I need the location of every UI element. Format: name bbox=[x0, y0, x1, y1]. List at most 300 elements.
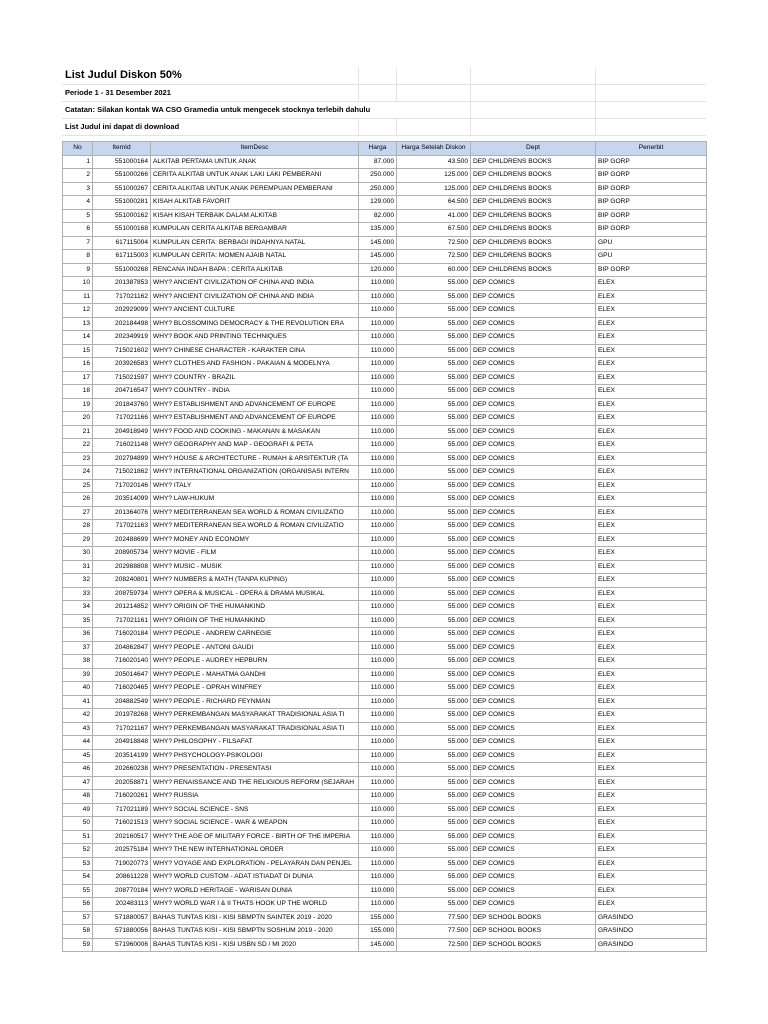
cell-harga-diskon: 55.000 bbox=[397, 439, 471, 453]
cell-penerbit: ELEX bbox=[596, 560, 707, 574]
cell-no: 59 bbox=[63, 938, 93, 952]
cell-harga: 110.000 bbox=[359, 749, 397, 763]
cell-penerbit: BIP GORP bbox=[596, 223, 707, 237]
cell-dept: DEP COMICS bbox=[471, 560, 596, 574]
cell-harga: 250.000 bbox=[359, 169, 397, 183]
cell-harga-diskon: 55.000 bbox=[397, 466, 471, 480]
cell-harga: 110.000 bbox=[359, 830, 397, 844]
cell-no: 49 bbox=[63, 803, 93, 817]
cell-penerbit: ELEX bbox=[596, 358, 707, 372]
table-row bbox=[63, 533, 707, 547]
cell-dept: DEP COMICS bbox=[471, 344, 596, 358]
cell-itemdesc: KISAH KISAH TERBAIK DALAM ALKITAB bbox=[151, 209, 359, 223]
cell-penerbit: ELEX bbox=[596, 331, 707, 345]
cell-harga: 110.000 bbox=[359, 547, 397, 561]
cell-no: 23 bbox=[63, 452, 93, 466]
cell-harga-diskon: 55.000 bbox=[397, 749, 471, 763]
cell-harga-diskon: 55.000 bbox=[397, 520, 471, 534]
table-row bbox=[63, 493, 707, 507]
table-row bbox=[63, 344, 707, 358]
cell-penerbit: GRASINDO bbox=[596, 938, 707, 952]
cell-no: 58 bbox=[63, 925, 93, 939]
cell-itemdesc: BAHAS TUNTAS KISI - KISI SBMPTN SAINTEK 2019 - 2020 bbox=[151, 911, 359, 925]
cell-penerbit: ELEX bbox=[596, 439, 707, 453]
cell-no: 12 bbox=[63, 304, 93, 318]
cell-penerbit: ELEX bbox=[596, 790, 707, 804]
cell-penerbit: ELEX bbox=[596, 628, 707, 642]
table-row bbox=[63, 736, 707, 750]
cell-dept: DEP COMICS bbox=[471, 520, 596, 534]
cell-no: 10 bbox=[63, 277, 93, 291]
cell-itemdesc: WHY? FOOD AND COOKING - MAKANAN & MASAKAN bbox=[151, 425, 359, 439]
cell-itemid: 716021513 bbox=[93, 817, 151, 831]
cell-dept: DEP COMICS bbox=[471, 398, 596, 412]
table-row bbox=[63, 425, 707, 439]
cell-dept: DEP COMICS bbox=[471, 641, 596, 655]
cell-itemid: 202988808 bbox=[93, 560, 151, 574]
cell-itemid: 208770184 bbox=[93, 884, 151, 898]
cell-itemdesc: WHY? PEOPLE - OPRAH WINFREY bbox=[151, 682, 359, 696]
table-row bbox=[63, 196, 707, 210]
cell-dept: DEP COMICS bbox=[471, 412, 596, 426]
cell-dept: DEP COMICS bbox=[471, 884, 596, 898]
cell-dept: DEP COMICS bbox=[471, 722, 596, 736]
table-row bbox=[63, 817, 707, 831]
cell-itemdesc: WHY? COUNTRY - INDIA bbox=[151, 385, 359, 399]
cell-harga: 110.000 bbox=[359, 358, 397, 372]
cell-no: 27 bbox=[63, 506, 93, 520]
cell-harga-diskon: 55.000 bbox=[397, 803, 471, 817]
cell-harga-diskon: 55.000 bbox=[397, 695, 471, 709]
cell-dept: DEP COMICS bbox=[471, 790, 596, 804]
cell-dept: DEP COMICS bbox=[471, 574, 596, 588]
table-row bbox=[63, 898, 707, 912]
cell-dept: DEP COMICS bbox=[471, 452, 596, 466]
cell-harga-diskon: 55.000 bbox=[397, 304, 471, 318]
cell-harga-diskon: 55.000 bbox=[397, 857, 471, 871]
col-header-penerbit: Penerbit bbox=[596, 142, 707, 156]
cell-itemdesc: WHY? INTERNATIONAL ORGANIZATION (ORGANISASI INTERN bbox=[151, 466, 359, 480]
cell-itemdesc: KUMPULAN CERITA: BERBAGI INDAHNYA NATAL bbox=[151, 236, 359, 250]
cell-harga-diskon: 55.000 bbox=[397, 371, 471, 385]
cell-harga: 110.000 bbox=[359, 844, 397, 858]
table-row bbox=[63, 412, 707, 426]
cell-harga: 110.000 bbox=[359, 803, 397, 817]
cell-harga: 110.000 bbox=[359, 574, 397, 588]
cell-harga: 110.000 bbox=[359, 506, 397, 520]
cell-penerbit: ELEX bbox=[596, 277, 707, 291]
cell-harga: 120.000 bbox=[359, 263, 397, 277]
cell-itemid: 717021167 bbox=[93, 722, 151, 736]
cell-itemid: 202794899 bbox=[93, 452, 151, 466]
cell-harga: 129.000 bbox=[359, 196, 397, 210]
cell-no: 24 bbox=[63, 466, 93, 480]
cell-no: 45 bbox=[63, 749, 93, 763]
cell-itemdesc: WHY? PHSYCHOLOGY-PSIKOLOGI bbox=[151, 749, 359, 763]
cell-itemid: 716021148 bbox=[93, 439, 151, 453]
cell-dept: DEP COMICS bbox=[471, 736, 596, 750]
cell-penerbit: ELEX bbox=[596, 898, 707, 912]
table-row bbox=[63, 668, 707, 682]
cell-harga: 110.000 bbox=[359, 682, 397, 696]
cell-itemid: 202160517 bbox=[93, 830, 151, 844]
cell-itemid: 715021602 bbox=[93, 344, 151, 358]
cell-penerbit: GPU bbox=[596, 236, 707, 250]
cell-itemdesc: WHY? HOUSE & ARCHITECTURE - RUMAH & ARSITEKTUR (TA bbox=[151, 452, 359, 466]
table-row bbox=[63, 749, 707, 763]
cell-no: 21 bbox=[63, 425, 93, 439]
cell-penerbit: ELEX bbox=[596, 425, 707, 439]
cell-harga-diskon: 60.000 bbox=[397, 263, 471, 277]
cell-harga-diskon: 55.000 bbox=[397, 479, 471, 493]
table-row bbox=[63, 911, 707, 925]
cell-dept: DEP COMICS bbox=[471, 371, 596, 385]
cell-dept: DEP COMICS bbox=[471, 871, 596, 885]
cell-penerbit: GPU bbox=[596, 250, 707, 264]
cell-harga-diskon: 55.000 bbox=[397, 682, 471, 696]
cell-no: 33 bbox=[63, 587, 93, 601]
cell-harga: 110.000 bbox=[359, 439, 397, 453]
cell-itemdesc: BAHAS TUNTAS KISI - KISI USBN SD / MI 2020 bbox=[151, 938, 359, 952]
cell-no: 31 bbox=[63, 560, 93, 574]
cell-itemid: 202058871 bbox=[93, 776, 151, 790]
cell-itemdesc: WHY? NUMBERS & MATH (TANPA KUPING) bbox=[151, 574, 359, 588]
cell-itemid: 716020261 bbox=[93, 790, 151, 804]
cell-dept: DEP COMICS bbox=[471, 898, 596, 912]
cell-dept: DEP COMICS bbox=[471, 628, 596, 642]
cell-harga-diskon: 55.000 bbox=[397, 385, 471, 399]
cell-itemid: 716020465 bbox=[93, 682, 151, 696]
cell-no: 39 bbox=[63, 668, 93, 682]
cell-itemid: 204918949 bbox=[93, 425, 151, 439]
cell-dept: DEP COMICS bbox=[471, 830, 596, 844]
cell-harga-diskon: 55.000 bbox=[397, 574, 471, 588]
cell-itemid: 551000168 bbox=[93, 223, 151, 237]
cell-itemid: 202575184 bbox=[93, 844, 151, 858]
cell-dept: DEP CHILDRENS BOOKS bbox=[471, 236, 596, 250]
cell-harga-diskon: 55.000 bbox=[397, 358, 471, 372]
cell-no: 41 bbox=[63, 695, 93, 709]
cell-dept: DEP COMICS bbox=[471, 601, 596, 615]
cell-no: 18 bbox=[63, 385, 93, 399]
table-row bbox=[63, 236, 707, 250]
cell-harga: 110.000 bbox=[359, 722, 397, 736]
cell-harga-diskon: 125.000 bbox=[397, 169, 471, 183]
cell-no: 16 bbox=[63, 358, 93, 372]
cell-harga-diskon: 55.000 bbox=[397, 655, 471, 669]
cell-penerbit: ELEX bbox=[596, 722, 707, 736]
table-row bbox=[63, 857, 707, 871]
cell-no: 26 bbox=[63, 493, 93, 507]
cell-itemid: 715021597 bbox=[93, 371, 151, 385]
cell-no: 4 bbox=[63, 196, 93, 210]
cell-harga: 110.000 bbox=[359, 668, 397, 682]
table-row bbox=[63, 371, 707, 385]
cell-penerbit: ELEX bbox=[596, 317, 707, 331]
cell-no: 8 bbox=[63, 250, 93, 264]
cell-dept: DEP COMICS bbox=[471, 803, 596, 817]
cell-itemid: 551000266 bbox=[93, 169, 151, 183]
cell-harga-diskon: 72.500 bbox=[397, 250, 471, 264]
cell-itemid: 204882549 bbox=[93, 695, 151, 709]
cell-itemdesc: WHY? PEOPLE - ANTONI GAUDI bbox=[151, 641, 359, 655]
cell-itemdesc: KUMPULAN CERITA ALKITAB BERGAMBAR bbox=[151, 223, 359, 237]
cell-itemdesc: WHY? ESTABLISHMENT AND ADVANCEMENT OF EUROPE bbox=[151, 412, 359, 426]
table-row bbox=[63, 277, 707, 291]
cell-dept: DEP COMICS bbox=[471, 439, 596, 453]
cell-itemdesc: CERITA ALKITAB UNTUK ANAK PEREMPUAN PEMBERANI bbox=[151, 182, 359, 196]
cell-harga-diskon: 55.000 bbox=[397, 601, 471, 615]
table-row bbox=[63, 776, 707, 790]
cell-no: 32 bbox=[63, 574, 93, 588]
cell-penerbit: ELEX bbox=[596, 830, 707, 844]
cell-harga-diskon: 55.000 bbox=[397, 317, 471, 331]
cell-itemdesc: WHY? MUSIC - MUSIK bbox=[151, 560, 359, 574]
cell-itemdesc: WHY? MEDITERRANEAN SEA WORLD & ROMAN CIVILIZATIO bbox=[151, 520, 359, 534]
cell-penerbit: ELEX bbox=[596, 776, 707, 790]
table-row bbox=[63, 871, 707, 885]
cell-itemdesc: WHY? MONEY AND ECONOMY bbox=[151, 533, 359, 547]
cell-dept: DEP COMICS bbox=[471, 614, 596, 628]
cell-no: 42 bbox=[63, 709, 93, 723]
cell-itemdesc: WHY? ORIGIN OF THE HUMANKIND bbox=[151, 614, 359, 628]
cell-harga: 110.000 bbox=[359, 857, 397, 871]
cell-no: 13 bbox=[63, 317, 93, 331]
cell-dept: DEP CHILDRENS BOOKS bbox=[471, 196, 596, 210]
cell-penerbit: ELEX bbox=[596, 466, 707, 480]
cell-harga: 110.000 bbox=[359, 317, 397, 331]
cell-dept: DEP COMICS bbox=[471, 277, 596, 291]
cell-dept: DEP COMICS bbox=[471, 425, 596, 439]
cell-itemdesc: WHY? OPERA & MUSICAL - OPERA & DRAMA MUSIKAL bbox=[151, 587, 359, 601]
cell-no: 14 bbox=[63, 331, 93, 345]
cell-itemdesc: WHY? SOCIAL SCIENCE - WAR & WEAPON bbox=[151, 817, 359, 831]
table-row bbox=[63, 695, 707, 709]
table-row bbox=[63, 803, 707, 817]
cell-penerbit: ELEX bbox=[596, 641, 707, 655]
cell-itemid: 551000281 bbox=[93, 196, 151, 210]
cell-no: 37 bbox=[63, 641, 93, 655]
cell-harga-diskon: 55.000 bbox=[397, 817, 471, 831]
cell-no: 53 bbox=[63, 857, 93, 871]
cell-harga-diskon: 55.000 bbox=[397, 830, 471, 844]
cell-dept: DEP COMICS bbox=[471, 479, 596, 493]
table-row bbox=[63, 925, 707, 939]
cell-harga: 110.000 bbox=[359, 655, 397, 669]
cell-harga: 110.000 bbox=[359, 344, 397, 358]
cell-penerbit: ELEX bbox=[596, 884, 707, 898]
col-header-itemid: ItemId bbox=[93, 142, 151, 156]
col-header-dept: Dept bbox=[471, 142, 596, 156]
cell-itemdesc: WHY? MEDITERRANEAN SEA WORLD & ROMAN CIVILIZATIO bbox=[151, 506, 359, 520]
table-row bbox=[63, 290, 707, 304]
cell-itemdesc: BAHAS TUNTAS KISI - KISI SBMPTN SOSHUM 2019 - 2020 bbox=[151, 925, 359, 939]
cell-harga-diskon: 55.000 bbox=[397, 290, 471, 304]
cell-dept: DEP CHILDRENS BOOKS bbox=[471, 250, 596, 264]
cell-harga: 110.000 bbox=[359, 776, 397, 790]
cell-harga-diskon: 41.000 bbox=[397, 209, 471, 223]
table-row bbox=[63, 547, 707, 561]
cell-itemdesc: KUMPULAN CERITA: MOMEN AJAIB NATAL bbox=[151, 250, 359, 264]
cell-harga: 155.000 bbox=[359, 925, 397, 939]
cell-harga: 110.000 bbox=[359, 371, 397, 385]
cell-dept: DEP CHILDRENS BOOKS bbox=[471, 223, 596, 237]
table-row bbox=[63, 506, 707, 520]
cell-penerbit: ELEX bbox=[596, 749, 707, 763]
cell-itemid: 208240801 bbox=[93, 574, 151, 588]
cell-penerbit: ELEX bbox=[596, 682, 707, 696]
cell-harga: 155.000 bbox=[359, 911, 397, 925]
table-row bbox=[63, 479, 707, 493]
cell-itemid: 717021166 bbox=[93, 412, 151, 426]
cell-no: 5 bbox=[63, 209, 93, 223]
cell-harga-diskon: 55.000 bbox=[397, 668, 471, 682]
cell-itemdesc: WHY? ANCIENT CIVILIZATION OF CHINA AND INDIA bbox=[151, 290, 359, 304]
cell-penerbit: ELEX bbox=[596, 385, 707, 399]
table-row bbox=[63, 466, 707, 480]
cell-harga: 110.000 bbox=[359, 871, 397, 885]
cell-itemdesc: WHY? COUNTRY - BRAZIL bbox=[151, 371, 359, 385]
cell-harga: 145.000 bbox=[359, 236, 397, 250]
cell-harga-diskon: 55.000 bbox=[397, 844, 471, 858]
cell-harga-diskon: 55.000 bbox=[397, 506, 471, 520]
cell-itemdesc: WHY? ORIGIN OF THE HUMANKIND bbox=[151, 601, 359, 615]
cell-penerbit: BIP GORP bbox=[596, 263, 707, 277]
cell-no: 29 bbox=[63, 533, 93, 547]
cell-no: 52 bbox=[63, 844, 93, 858]
cell-no: 28 bbox=[63, 520, 93, 534]
table-row bbox=[63, 884, 707, 898]
table-row bbox=[63, 574, 707, 588]
cell-dept: DEP SCHOOL BOOKS bbox=[471, 938, 596, 952]
cell-itemid: 715021862 bbox=[93, 466, 151, 480]
cell-itemid: 551000162 bbox=[93, 209, 151, 223]
table-row bbox=[63, 938, 707, 952]
cell-penerbit: BIP GORP bbox=[596, 196, 707, 210]
cell-penerbit: ELEX bbox=[596, 695, 707, 709]
cell-itemid: 571880056 bbox=[93, 925, 151, 939]
cell-itemdesc: CERITA ALKITAB UNTUK ANAK LAKI LAKI PEMBERANI bbox=[151, 169, 359, 183]
cell-itemdesc: WHY? PEOPLE - RICHARD FEYNMAN bbox=[151, 695, 359, 709]
cell-harga: 110.000 bbox=[359, 614, 397, 628]
cell-no: 50 bbox=[63, 817, 93, 831]
table-row bbox=[63, 709, 707, 723]
col-header-no: No bbox=[63, 142, 93, 156]
cell-harga: 110.000 bbox=[359, 290, 397, 304]
cell-itemid: 201364076 bbox=[93, 506, 151, 520]
cell-itemid: 571880057 bbox=[93, 911, 151, 925]
cell-harga-diskon: 77.500 bbox=[397, 911, 471, 925]
cell-itemdesc: WHY? THE AGE OF MILITARY FORCE - BIRTH OF THE IMPERIA bbox=[151, 830, 359, 844]
cell-penerbit: ELEX bbox=[596, 493, 707, 507]
cell-dept: DEP COMICS bbox=[471, 749, 596, 763]
cell-harga-diskon: 55.000 bbox=[397, 641, 471, 655]
cell-itemid: 201843760 bbox=[93, 398, 151, 412]
cell-harga: 110.000 bbox=[359, 817, 397, 831]
cell-dept: DEP COMICS bbox=[471, 709, 596, 723]
cell-itemdesc: WHY? BOOK AND PRINTING TECHNIQUES bbox=[151, 331, 359, 345]
cell-harga-diskon: 43.500 bbox=[397, 155, 471, 169]
table-row bbox=[63, 250, 707, 264]
cell-dept: DEP COMICS bbox=[471, 547, 596, 561]
cell-penerbit: ELEX bbox=[596, 574, 707, 588]
cell-penerbit: ELEX bbox=[596, 412, 707, 426]
cell-harga-diskon: 55.000 bbox=[397, 790, 471, 804]
cell-penerbit: ELEX bbox=[596, 655, 707, 669]
cell-itemdesc: WHY? ESTABLISHMENT AND ADVANCEMENT OF EUROPE bbox=[151, 398, 359, 412]
cell-harga-diskon: 55.000 bbox=[397, 425, 471, 439]
cell-no: 34 bbox=[63, 601, 93, 615]
cell-itemdesc: WHY? WORLD HERITAGE - WARISAN DUNIA bbox=[151, 884, 359, 898]
cell-penerbit: ELEX bbox=[596, 371, 707, 385]
cell-itemdesc: WHY? MOVIE - FILM bbox=[151, 547, 359, 561]
cell-dept: DEP CHILDRENS BOOKS bbox=[471, 263, 596, 277]
cell-itemid: 204716547 bbox=[93, 385, 151, 399]
cell-penerbit: ELEX bbox=[596, 533, 707, 547]
cell-dept: DEP COMICS bbox=[471, 857, 596, 871]
cell-itemid: 201214852 bbox=[93, 601, 151, 615]
cell-no: 9 bbox=[63, 263, 93, 277]
cell-itemid: 717021161 bbox=[93, 614, 151, 628]
cell-harga-diskon: 55.000 bbox=[397, 898, 471, 912]
cell-penerbit: ELEX bbox=[596, 871, 707, 885]
cell-no: 47 bbox=[63, 776, 93, 790]
cell-itemid: 205014647 bbox=[93, 668, 151, 682]
cell-harga-diskon: 55.000 bbox=[397, 722, 471, 736]
table-row bbox=[63, 385, 707, 399]
cell-harga: 110.000 bbox=[359, 520, 397, 534]
cell-harga-diskon: 55.000 bbox=[397, 587, 471, 601]
cell-harga: 110.000 bbox=[359, 385, 397, 399]
cell-itemid: 208905734 bbox=[93, 547, 151, 561]
cell-harga-diskon: 55.000 bbox=[397, 331, 471, 345]
cell-dept: DEP SCHOOL BOOKS bbox=[471, 911, 596, 925]
cell-itemid: 717020146 bbox=[93, 479, 151, 493]
cell-no: 43 bbox=[63, 722, 93, 736]
cell-harga-diskon: 64.500 bbox=[397, 196, 471, 210]
cell-itemid: 204862847 bbox=[93, 641, 151, 655]
cell-itemid: 201978268 bbox=[93, 709, 151, 723]
cell-dept: DEP COMICS bbox=[471, 533, 596, 547]
cell-harga-diskon: 55.000 bbox=[397, 871, 471, 885]
cell-dept: DEP COMICS bbox=[471, 844, 596, 858]
cell-penerbit: ELEX bbox=[596, 844, 707, 858]
cell-penerbit: ELEX bbox=[596, 736, 707, 750]
cell-itemdesc: WHY? RENAISSANCE AND THE RELIGIOUS REFORM (SEJARAH bbox=[151, 776, 359, 790]
cell-harga: 110.000 bbox=[359, 331, 397, 345]
cell-penerbit: GRASINDO bbox=[596, 911, 707, 925]
cell-no: 20 bbox=[63, 412, 93, 426]
cell-harga: 145.000 bbox=[359, 250, 397, 264]
cell-dept: DEP COMICS bbox=[471, 682, 596, 696]
page-title: List Judul Diskon 50% bbox=[65, 69, 182, 81]
cell-itemdesc: KISAH ALKITAB FAVORIT bbox=[151, 196, 359, 210]
table-row bbox=[63, 331, 707, 345]
cell-no: 36 bbox=[63, 628, 93, 642]
cell-harga: 110.000 bbox=[359, 277, 397, 291]
table-row bbox=[63, 614, 707, 628]
cell-itemdesc: WHY? VOYAGE AND EXPLORATION - PELAYARAN DAN PENJEL bbox=[151, 857, 359, 871]
table-row bbox=[63, 358, 707, 372]
cell-penerbit: ELEX bbox=[596, 587, 707, 601]
cell-no: 30 bbox=[63, 547, 93, 561]
cell-dept: DEP COMICS bbox=[471, 304, 596, 318]
cell-dept: DEP CHILDRENS BOOKS bbox=[471, 155, 596, 169]
download-note: List Judul ini dapat di download bbox=[65, 122, 180, 131]
cell-itemdesc: WHY? PEOPLE - MAHATMA GANDHI bbox=[151, 668, 359, 682]
cell-penerbit: ELEX bbox=[596, 520, 707, 534]
table-row bbox=[63, 520, 707, 534]
